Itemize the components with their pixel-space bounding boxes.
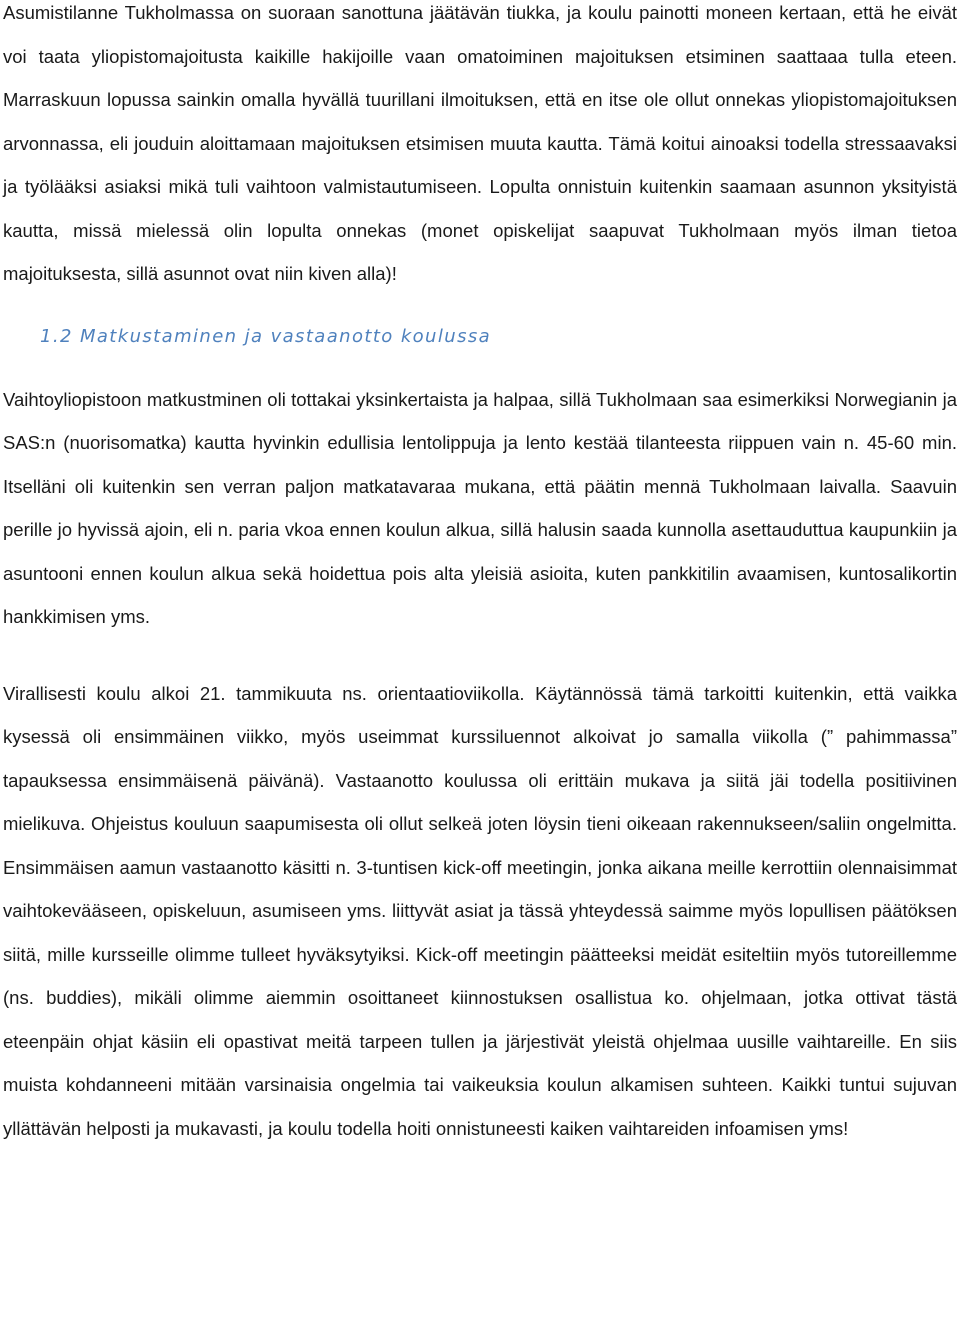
paragraph-travel: Vaihtoyliopistoon matkustminen oli tottakai yksinkertaista ja halpaa, sillä Tukholmaan saa esimerkiksi Norwegianin ja SAS:n (nuorisomatka) kautta hyvinkin edullisia lentolippuja ja lento kestää tilanteesta riippuen vain n. 45-60 min. Itselläni oli kuitenkin sen verran paljon matkatavaraa mukana, että päätin mennä Tukholmaan laivalla. Saavuin perille jo hyvissä ajoin, eli n. paria vkoa ennen koulun alkua, sillä halusin saada kunnolla asettauduttua kaupunkiin ja asuntooni ennen koulun alkua sekä hoidettua pois alta yleisiä asioita, kuten pankkitilin avaamisen, kuntosalikortin hankkimisen yms. <box>3 388 957 627</box>
paragraph-housing: Asumistilanne Tukholmassa on suoraan sanottuna jäätävän tiukka, ja koulu painotti moneen kertaan, että he eivät voi taata yliopistomajoitusta kaikille hakijoille vaan omatoiminen majoituksen etsiminen saattaaa tulla eteen. Marraskuun lopussa sainkin omalla hyvällä tuurillani ilmoituksen, että en itse ole ollut onnekas yliopistomajoituksen arvonnassa, eli jouduin aloittamaan majoituksen etsimisen muuta kautta. Tämä koitui ainoaksi todella stressaavaksi ja työlääksi asiaksi mikä tuli vaihtoon valmistautumiseen. Lopulta onnistuin kuitenkin saamaan asunnon yksityistä kautta, missä mielessä olin lopulta onnekas (monet opiskelijat saapuvat Tukholmaan myös ilman tietoa majoituksesta, sillä asunnot ovat niin kiven alla)! <box>3 2 957 284</box>
section-heading: 1.2 Matkustaminen ja vastaanotto koulussa <box>40 325 492 347</box>
paragraph-spacer <box>3 639 957 672</box>
paragraph-school-start: Virallisesti koulu alkoi 21. tammikuuta ns. orientaatioviikolla. Käytännössä tämä tarkoitti kuitenkin, että vaikka kysessä oli ensimmäinen viikko, myös useimmat kurssiluennot alkoivat jo samalla viikolla (” pahimmassa” tapauksessa ensimmäisenä päivänä). Vastaanotto koulussa oli erittäin mukava ja siitä jäi todella positiivinen mielikuva. Ohjeistus kouluun saapumisesta oli ollut selkeä joten löysin tieni oikeaan rakennukseen/saliin ongelmitta. Ensimmäisen aamun vastaanotto käsitti n. 3-tuntisen kick-off meetingin, jonka aikana meille kerrottiin olennaisimmat vaihtokevääseen, opiskeluun, asumiseen yms. liittyvät asiat ja tässä yhteydessä saimme myös lopullisen päätöksen siitä, mille kursseille olimme tulleet hyväksytyiksi. Kick-off meetingin päätteeksi meidät esiteltiin myös tutoreillemme (ns. buddies), mikäli olimme aiemmin osoittaneet kiinnostuksen osallistua ko. ohjelmaan, jotka ottivat tästä eteenpäin ohjat käsiin eli opastivat meitä tarpeen tullen ja järjestivät yleistä ohjelmaa uusille vaihtareille. En siis muista kohdanneeni mitään varsinaisia ongelmia tai vaikeuksia koulun alkamisen suhteen. Kaikki tuntui sujuvan yllättävän helposti ja mukavasti, ja koulu todella hoiti onnistuneesti kaiken vaihtareiden infoamisen yms! <box>3 682 957 1139</box>
document-page <box>3 0 957 1150</box>
